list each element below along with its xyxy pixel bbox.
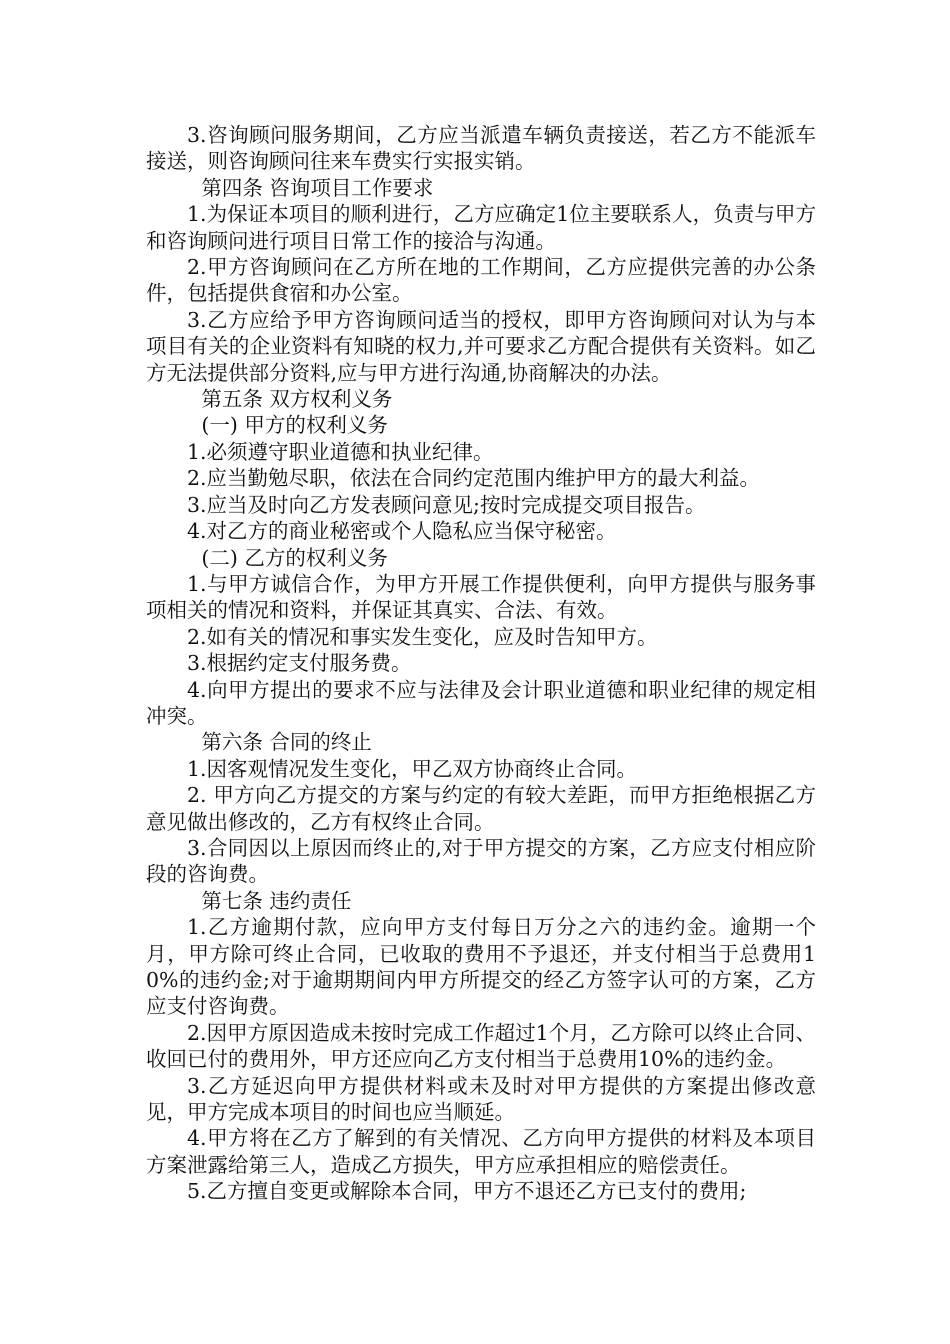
paragraph: 4.甲方将在乙方了解到的有关情况、乙方向甲方提供的材料及本项目方案泄露给第三人，造成乙方损失，甲方应承担相应的赔偿责任。 [146, 1126, 816, 1177]
paragraph: 3.根据约定支付服务费。 [187, 651, 412, 676]
subsection-heading-party-b: (二) 乙方的权利义务 [201, 545, 388, 570]
section-heading-5: 第五条 双方权利义务 [201, 387, 393, 412]
paragraph: 3.应当及时向乙方发表顾问意见;按时完成提交项目报告。 [187, 492, 706, 517]
paragraph: 4.对乙方的商业秘密或个人隐私应当保守秘密。 [187, 519, 617, 544]
section-heading-6: 第六条 合同的终止 [201, 730, 372, 755]
paragraph: 1.乙方逾期付款，应向甲方支付每日万分之六的违约金。逾期一个月，甲方除可终止合同，已收取的费用不予退还，并支付相当于总费用10%的违约金;对于逾期期间内甲方所提交的经乙方签字认可的方案，乙方应支付咨询费。 [146, 915, 816, 1019]
document-body [146, 122, 816, 1205]
paragraph: 2.应当勤勉尽职，依法在合同约定范围内维护甲方的最大利益。 [187, 466, 761, 491]
paragraph: 2.因甲方原因造成未按时完成工作超过1个月，乙方除可以终止合同、收回已付的费用外，甲方还应向乙方支付相当于总费用10%的违约金。 [146, 1020, 816, 1072]
paragraph: 3.咨询顾问服务期间，乙方应当派遣车辆负责接送，若乙方不能派车接送，则咨询顾问往来车费实行实报实销。 [146, 123, 816, 174]
paragraph: 1.必须遵守职业道德和执业纪律。 [187, 439, 494, 464]
subsection-heading-party-a: (一) 甲方的权利义务 [201, 413, 388, 438]
paragraph: 1.与甲方诚信合作，为甲方开展工作提供便利，向甲方提供与服务事项相关的情况和资料，并保证其真实、合法、有效。 [146, 571, 816, 623]
section-heading-4: 第四条 咨询项目工作要求 [201, 175, 434, 200]
paragraph: 1.为保证本项目的顺利进行，乙方应确定1位主要联系人，负责与甲方和咨询顾问进行项目日常工作的接洽与沟通。 [146, 202, 816, 253]
paragraph: 3.乙方应给予甲方咨询顾问适当的授权，即甲方咨询顾问对认为与本项目有关的企业资料有知晓的权力,并可要求乙方配合提供有关资料。如乙方无法提供部分资料,应与甲方进行沟通,协商解决的办法。 [146, 307, 816, 385]
paragraph: 3.合同因以上原因而终止的,对于甲方提交的方案，乙方应支付相应阶段的咨询费。 [146, 835, 816, 887]
paragraph: 2.如有关的情况和事实发生变化，应及时告知甲方。 [187, 624, 658, 649]
paragraph: 4.向甲方提出的要求不应与法律及会计职业道德和职业纪律的规定相冲突。 [146, 677, 816, 728]
paragraph: 3.乙方延迟向甲方提供材料或未及时对甲方提供的方案提出修改意见，甲方完成本项目的时间也应当顺延。 [146, 1073, 816, 1125]
paragraph: 5.乙方擅自变更或解除本合同，甲方不退还乙方已支付的费用; [187, 1179, 747, 1204]
paragraph: 1.因客观情况发生变化，甲乙双方协商终止合同。 [187, 756, 638, 781]
paragraph: 2. 甲方向乙方提交的方案与约定的有较大差距，而甲方拒绝根据乙方意见做出修改的，乙方有权终止合同。 [146, 783, 816, 834]
paragraph: 2.甲方咨询顾问在乙方所在地的工作期间，乙方应提供完善的办公条件，包括提供食宿和办公室。 [146, 255, 816, 306]
section-heading-7: 第七条 违约责任 [201, 888, 352, 913]
